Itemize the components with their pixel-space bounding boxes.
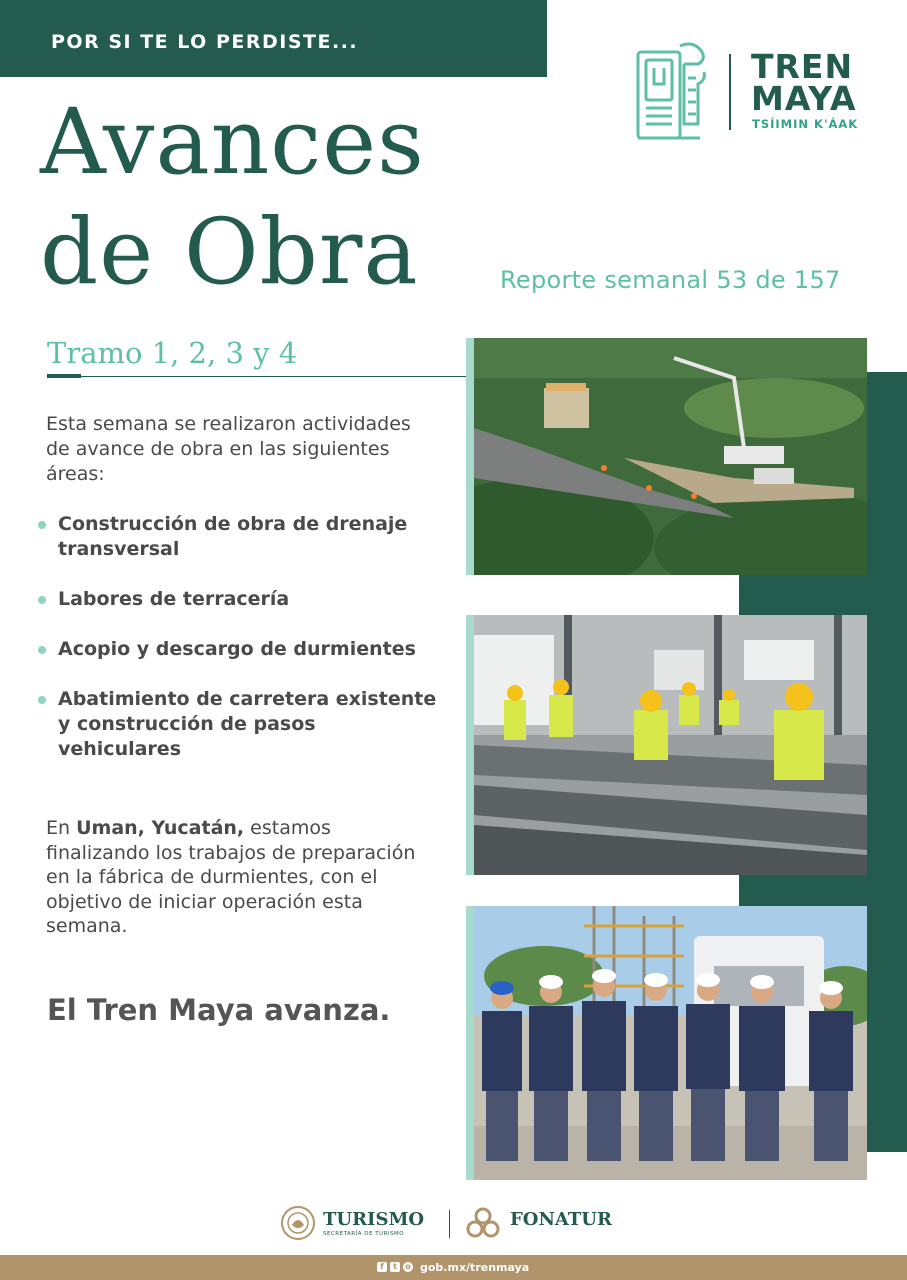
brand-name-line2: MAYA [751, 79, 857, 118]
bullet-icon [38, 696, 46, 704]
list-item [38, 637, 438, 662]
logo-divider [729, 54, 731, 130]
sleeper-factory-workers-photo [466, 615, 867, 875]
twitter-icon[interactable]: t [390, 1262, 400, 1272]
brand-tagline: TSÍIMIN K'ÁAK [752, 117, 859, 131]
list-item-text: Construcción de obra de drenaje transversal [58, 513, 408, 560]
bullet-icon [38, 596, 46, 604]
report-subtitle: Reporte semanal 53 de 157 [500, 266, 841, 294]
section-heading: Tramo 1, 2, 3 y 4 [47, 336, 298, 370]
closing-statement: El Tren Maya avanza. [47, 993, 391, 1027]
footer-bar [0, 1255, 907, 1280]
footer-logos [0, 1200, 907, 1250]
website-link[interactable]: gob.mx/trenmaya [420, 1261, 530, 1274]
title-line1: Avances [40, 90, 425, 195]
mexico-seal-icon [280, 1205, 316, 1241]
brand-name-line1: TREN [751, 47, 854, 86]
fonatur-logo-icon [464, 1205, 502, 1243]
list-item-text: Acopio y descargo de durmientes [58, 638, 416, 660]
activities-list [38, 512, 438, 787]
list-item [38, 587, 438, 612]
paragraph-post: estamos finalizando los trabajos de preparación en la fábrica de durmientes, con el objetivo de iniciar operación esta semana. [46, 817, 416, 937]
social-icons [377, 1262, 413, 1272]
body-paragraph [46, 816, 426, 939]
construction-site-aerial-photo [466, 338, 867, 575]
section-underline-accent [47, 374, 81, 378]
section-underline [47, 376, 473, 377]
fonatur-logo-text: FONATUR [510, 1209, 612, 1230]
bullet-icon [38, 521, 46, 529]
list-item-text: Abatimiento de carretera existente y construcción de pasos vehiculares [58, 688, 437, 760]
facebook-icon[interactable]: f [377, 1262, 387, 1272]
title-line2: de Obra [40, 200, 419, 305]
footer-divider [449, 1210, 450, 1238]
list-item-text: Labores de terracería [58, 588, 290, 610]
paragraph-pre: En [46, 817, 77, 839]
instagram-icon[interactable]: o [403, 1262, 413, 1272]
paragraph-location: Uman, Yucatán, [76, 817, 245, 839]
header-banner: POR SI TE LO PERDISTE... [0, 0, 547, 77]
list-item [38, 512, 438, 562]
team-group-photo [466, 906, 867, 1180]
turismo-subtitle: SECRETARÍA DE TURISMO [323, 1231, 405, 1237]
intro-text: Esta semana se realizaron actividades de avance de obra en las siguientes áreas: [46, 413, 411, 485]
list-item [38, 687, 438, 762]
turismo-logo-text: TURISMO [323, 1209, 425, 1230]
tren-maya-glyph-icon [634, 38, 708, 142]
bullet-icon [38, 646, 46, 654]
page-title [40, 88, 425, 308]
